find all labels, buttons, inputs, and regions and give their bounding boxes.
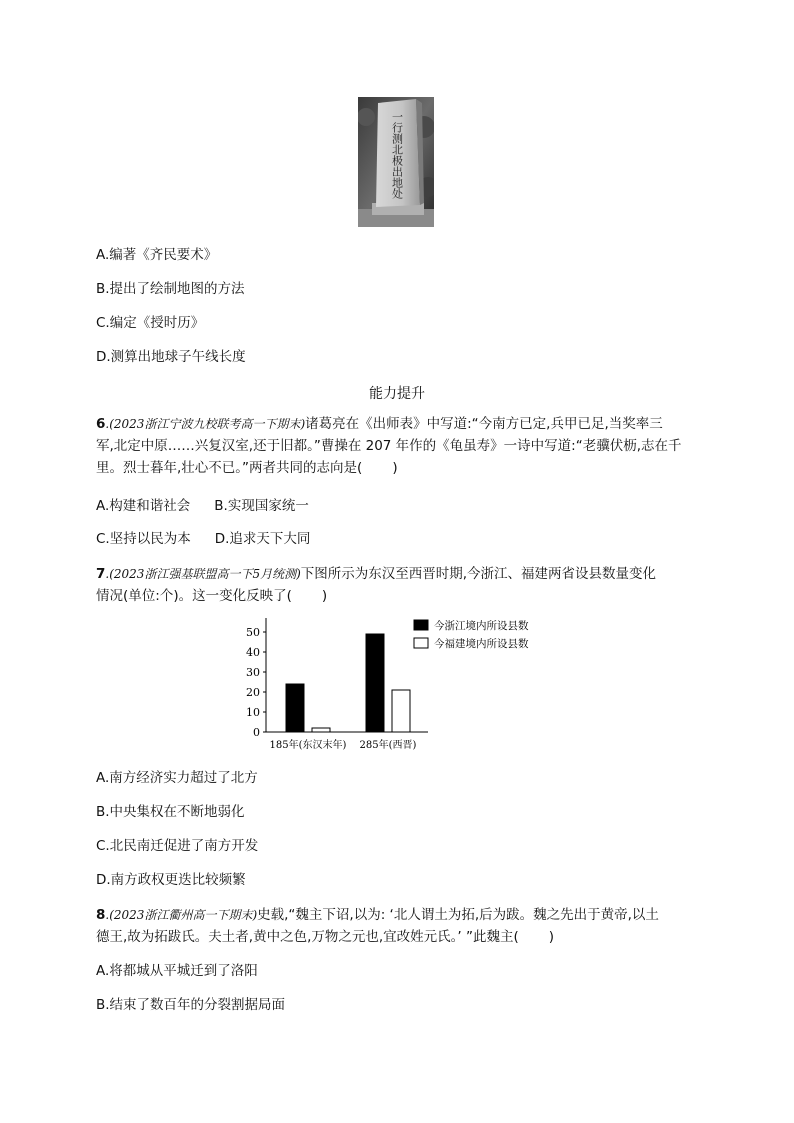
q6-text-3: 里。烈士暮年,壮心不已。”两者共同的志向是( — [96, 460, 363, 476]
q6-line-1 — [96, 413, 696, 435]
q7-line-1 — [96, 563, 696, 585]
x-tick-label: 185年(东汉末年) — [269, 740, 347, 751]
q6-line-2: 军,北定中原……兴复汉室,还于旧都。”曹操在 207 年作的《龟虽寿》一诗中写道:“老骥伏枥,志在千 — [96, 438, 682, 454]
y-tick-label: 30 — [246, 666, 260, 679]
bar-fujian — [312, 728, 330, 732]
q6-number: 6 — [96, 416, 106, 432]
q6-source: .(2023浙江宁波九校联考高一下期末) — [105, 417, 306, 431]
q6-option-c: C.坚持以民为本 — [96, 531, 191, 547]
q6-option-b: B.实现国家统一 — [214, 498, 309, 514]
y-tick-label: 10 — [246, 706, 260, 719]
q8-option-b: B.结束了数百年的分裂割据局面 — [96, 997, 286, 1013]
q7-option-b: B.中央集权在不断地弱化 — [96, 804, 245, 820]
q6-text-1: 诸葛亮在《出师表》中写道:“今南方已定,兵甲已足,当奖率三 — [305, 416, 663, 432]
q7-number: 7 — [96, 566, 106, 582]
q8-close-paren: ) — [548, 929, 555, 945]
y-tick-label: 20 — [246, 686, 260, 699]
q5-option-b: B.提出了绘制地图的方法 — [96, 281, 245, 297]
bar-zhejiang — [366, 634, 384, 732]
q8-line-2 — [96, 926, 696, 948]
section-title: 能力提升 — [369, 386, 425, 402]
q8-option-a: A.将都城从平城迁到了洛阳 — [96, 963, 258, 979]
y-tick-label: 40 — [246, 646, 260, 659]
q7-text-1: 下图所示为东汉至西晋时期,今浙江、福建两省设县数量变化 — [300, 566, 657, 582]
q7-option-c: C.北民南迁促进了南方开发 — [96, 838, 259, 854]
legend-label: 今福建境内所设县数 — [434, 638, 529, 650]
q7-option-d: D.南方政权更迭比较频繁 — [96, 872, 246, 888]
q6-options-row-1 — [96, 496, 309, 516]
q7-option-a: A.南方经济实力超过了北方 — [96, 770, 258, 786]
q5-option-d: D.测算出地球子午线长度 — [96, 349, 246, 365]
q8-text-1: 史载,“魏主下诏,以为: ‘北人谓土为拓,后为跋。魏之先出于黄帝,以土 — [257, 907, 659, 923]
q7-close-paren: ) — [321, 588, 328, 604]
q6-line-3 — [96, 457, 696, 479]
county-count-bar-chart — [228, 610, 568, 760]
legend-label: 今浙江境内所设县数 — [434, 620, 529, 632]
stele-photo — [358, 97, 434, 227]
question-8 — [96, 904, 696, 948]
stele-inscription: 一行测北极出地处 — [390, 111, 404, 199]
q7-source: .(2023浙江强基联盟高一下5月统测) — [105, 567, 301, 581]
q8-line-1 — [96, 904, 696, 926]
x-tick-label: 285年(西晋) — [359, 740, 417, 751]
legend-swatch — [414, 638, 428, 648]
question-7 — [96, 563, 696, 607]
y-tick-label: 50 — [246, 626, 260, 639]
q6-close-paren: ) — [392, 460, 398, 476]
q5-option-a: A.编著《齐民要术》 — [96, 247, 218, 263]
legend-swatch — [414, 620, 428, 630]
q5-option-c: C.编定《授时历》 — [96, 315, 205, 331]
q8-text-2: 德王,故为拓跋氏。夫土者,黄中之色,万物之元也,宜改姓元氏。’ ”此魏主( — [96, 929, 519, 945]
q8-source: .(2023浙江衢州高一下期末) — [105, 908, 258, 922]
y-tick-label: 0 — [253, 726, 260, 739]
q8-number: 8 — [96, 907, 106, 923]
q7-text-2: 情况(单位:个)。这一变化反映了( — [96, 588, 292, 604]
q6-options-row-2 — [96, 529, 310, 549]
q6-option-a: A.构建和谐社会 — [96, 498, 191, 514]
bar-zhejiang — [286, 684, 304, 732]
q7-line-2 — [96, 585, 696, 607]
question-6 — [96, 413, 696, 479]
q6-option-d: D.追求天下大同 — [214, 531, 311, 547]
bar-fujian — [392, 690, 410, 732]
